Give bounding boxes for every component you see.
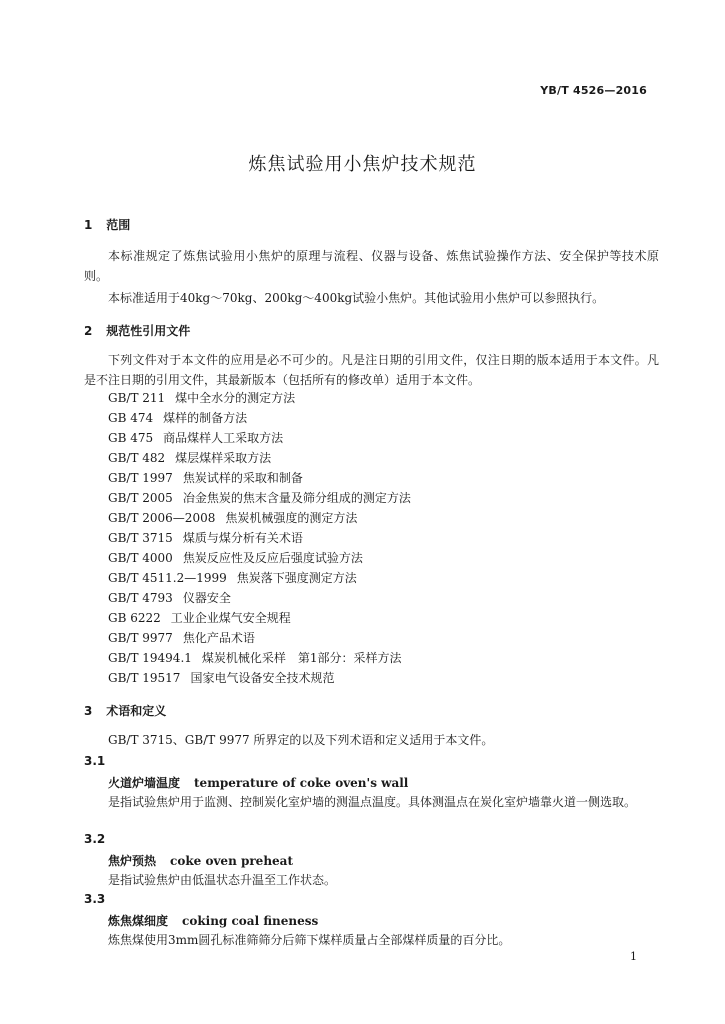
term-3-3-zh: 炼焦煤细度	[108, 914, 169, 928]
reference-item: GB/T 4511.2—1999 焦炭落下强度测定方法	[108, 571, 357, 585]
reference-item: GB 6222 工业企业煤气安全规程	[108, 611, 291, 625]
section-2-title: 规范性引用文件	[106, 324, 191, 338]
reference-item: GB/T 2005 冶金焦炭的焦末含量及筛分组成的测定方法	[108, 491, 411, 505]
clause-3-3-number: 3.3	[84, 892, 106, 906]
section-2-number: 2	[84, 324, 93, 338]
term-3-3-definition: 炼焦煤使用3mm圆孔标准筛筛分后筛下煤样质量占全部煤样质量的百分比。	[108, 933, 511, 947]
section-1-heading	[84, 216, 130, 233]
reference-item: GB/T 19494.1 煤炭机械化采样 第1部分：采样方法	[108, 651, 402, 665]
reference-item: GB/T 2006—2008 焦炭机械强度的测定方法	[108, 511, 358, 525]
reference-item: GB/T 1997 焦炭试样的采取和制备	[108, 471, 303, 485]
section-3-intro: GB/T 3715、GB/T 9977 所界定的以及下列术语和定义适用于本文件。	[108, 733, 494, 747]
reference-item: GB 475 商品煤样人工采取方法	[108, 431, 284, 445]
term-3-2-zh: 焦炉预热	[108, 854, 157, 868]
reference-item: GB/T 19517 国家电气设备安全技术规范	[108, 671, 335, 685]
term-3-1-zh: 火道炉墙温度	[108, 776, 181, 790]
clause-3-1-number: 3.1	[84, 754, 106, 768]
term-3-2-en: coke oven preheat	[170, 854, 293, 868]
clause-3-2-number: 3.2	[84, 832, 106, 846]
section-3-number: 3	[84, 704, 93, 718]
term-3-3	[108, 912, 318, 929]
term-3-1-definition: 是指试验焦炉用于监测、控制炭化室炉墙的测温点温度。具体测温点在炭化室炉墙靠火道一侧选取。	[108, 795, 637, 809]
section-1-title: 范围	[106, 218, 131, 232]
reference-item: GB/T 4000 焦炭反应性及反应后强度试验方法	[108, 551, 363, 565]
document-title: 炼焦试验用小焦炉技术规范	[248, 154, 477, 175]
term-3-3-en: coking coal fineness	[182, 914, 319, 928]
section-2-heading	[84, 322, 190, 339]
section-3-heading	[84, 702, 166, 719]
term-3-1	[108, 774, 408, 791]
term-3-2-definition: 是指试验焦炉由低温状态升温至工作状态。	[108, 873, 337, 887]
section-3-title: 术语和定义	[106, 704, 167, 718]
page-number: 1	[630, 950, 637, 963]
section-1-paragraph-2: 本标准适用于40kg～70kg、200kg～400kg试验小焦炉。其他试验用小焦炉可以参照执行。	[108, 291, 605, 305]
reference-item: GB/T 211 煤中全水分的测定方法	[108, 391, 296, 405]
standard-code: YB/T 4526—2016	[540, 84, 647, 97]
reference-item: GB/T 482 煤层煤样采取方法	[108, 451, 272, 465]
reference-item: GB/T 4793 仪器安全	[108, 591, 231, 605]
section-2-intro: 下列文件对于本文件的应用是必不可少的。凡是注日期的引用文件，仅注日期的版本适用于本文件。凡是不注日期的引用文件，其最新版本（包括所有的修改单）适用于本文件。	[84, 353, 659, 387]
section-1-number: 1	[84, 218, 93, 232]
term-3-2	[108, 852, 293, 869]
reference-list	[108, 388, 411, 688]
reference-item: GB 474 煤样的制备方法	[108, 411, 248, 425]
reference-item: GB/T 3715 煤质与煤分析有关术语	[108, 531, 303, 545]
reference-item: GB/T 9977 焦化产品术语	[108, 631, 255, 645]
term-3-1-en: temperature of coke oven's wall	[194, 776, 409, 790]
section-1-paragraph-1: 本标准规定了炼焦试验用小焦炉的原理与流程、仪器与设备、炼焦试验操作方法、安全保护等技术原则。	[84, 249, 659, 283]
